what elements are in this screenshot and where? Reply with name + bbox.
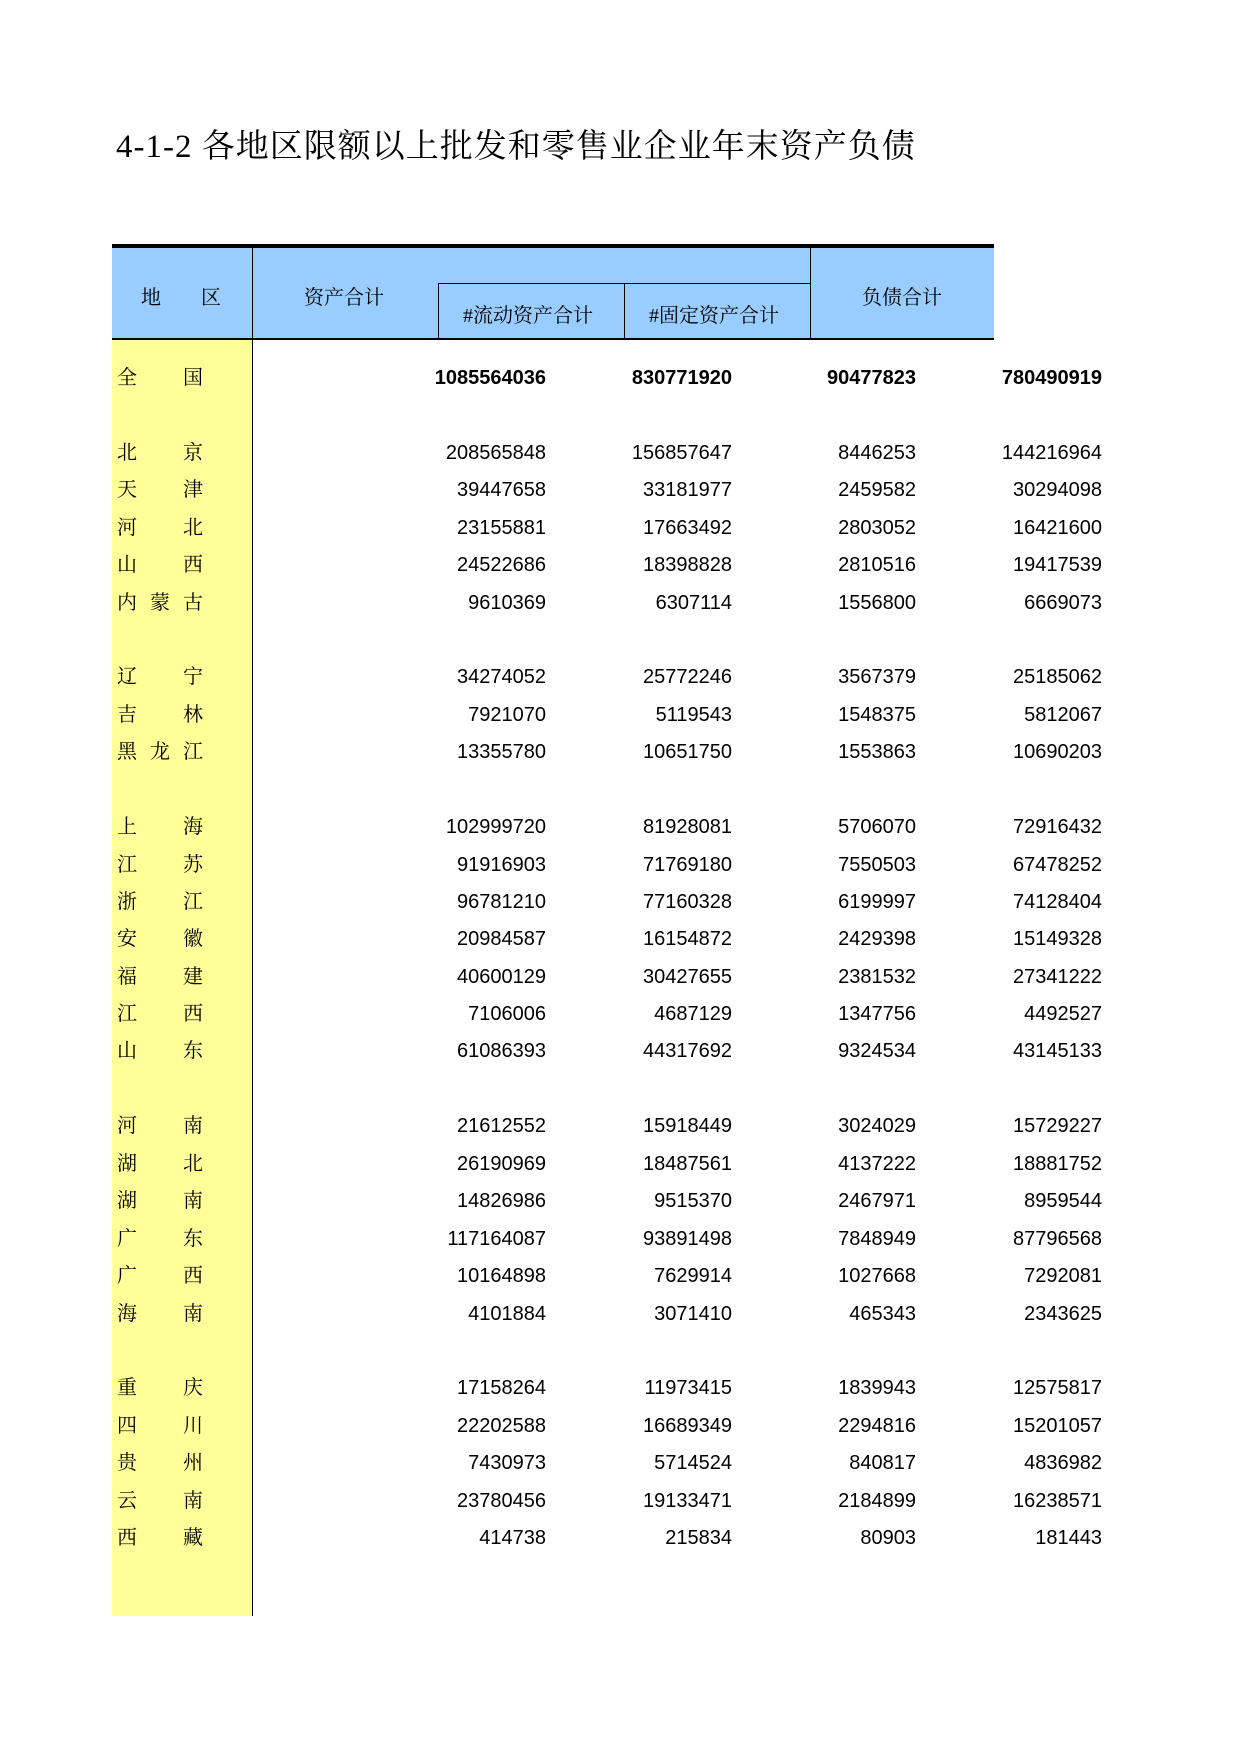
current-assets-cell: 77160328 — [643, 891, 732, 913]
region-char: 全 — [117, 367, 137, 389]
liabilities-total-cell: 181443 — [1035, 1527, 1102, 1549]
region-name — [117, 435, 203, 471]
liabilities-total-cell: 2343625 — [1024, 1303, 1102, 1325]
fixed-assets-cell: 2184899 — [838, 1490, 916, 1512]
assets-total-cell: 40600129 — [457, 966, 546, 988]
table-row — [112, 472, 1102, 508]
current-assets-cell: 9515370 — [654, 1190, 732, 1212]
header-divider — [624, 284, 625, 338]
fixed-assets-cell: 9324534 — [838, 1040, 916, 1062]
region-name — [117, 996, 203, 1032]
table-row — [112, 510, 1102, 546]
fixed-assets-cell: 1553863 — [838, 741, 916, 763]
current-assets-cell: 6307114 — [655, 592, 732, 614]
assets-total-cell: 22202588 — [457, 1415, 546, 1437]
table-row — [112, 1146, 1102, 1182]
fixed-assets-cell: 1347756 — [838, 1003, 916, 1025]
table-row — [112, 697, 1102, 733]
fixed-assets-cell: 3024029 — [838, 1115, 916, 1137]
assets-total-cell: 414738 — [479, 1527, 546, 1549]
liabilities-total-cell: 25185062 — [1013, 666, 1102, 688]
liabilities-total-cell: 15201057 — [1013, 1415, 1102, 1437]
table-row — [112, 1183, 1102, 1219]
current-assets-cell: 5119543 — [655, 704, 732, 726]
header-region: 地 区 — [141, 287, 221, 309]
table-row — [112, 1483, 1102, 1519]
fixed-assets-cell: 2810516 — [838, 554, 916, 576]
current-assets-cell: 18398828 — [643, 554, 732, 576]
assets-total-cell: 7430973 — [468, 1452, 546, 1474]
fixed-assets-cell: 1556800 — [838, 592, 916, 614]
region-char: 云 — [117, 1490, 137, 1512]
current-assets-cell: 16689349 — [643, 1415, 732, 1437]
table-row — [112, 547, 1102, 583]
assets-total-cell: 10164898 — [457, 1265, 546, 1287]
current-assets-cell: 25772246 — [643, 666, 732, 688]
fixed-assets-cell: 1839943 — [838, 1377, 916, 1399]
region-name — [117, 1146, 203, 1182]
table-row — [112, 435, 1102, 471]
assets-total-cell: 96781210 — [457, 891, 546, 913]
assets-total-cell: 102999720 — [445, 816, 546, 838]
liabilities-total-cell: 144216964 — [1001, 442, 1102, 464]
fixed-assets-cell: 1548375 — [838, 704, 916, 726]
table-row — [112, 734, 1102, 770]
liabilities-total-cell: 7292081 — [1024, 1265, 1102, 1287]
table-row — [112, 1408, 1102, 1444]
region-char: 上 — [117, 816, 137, 838]
liabilities-total-cell: 6669073 — [1024, 592, 1102, 614]
current-assets-cell: 11973415 — [644, 1377, 732, 1399]
current-assets-cell: 3071410 — [654, 1303, 732, 1325]
assets-total-cell: 7921070 — [468, 704, 546, 726]
region-char: 州 — [183, 1452, 203, 1474]
fixed-assets-cell: 1027668 — [838, 1265, 916, 1287]
region-char: 贵 — [117, 1452, 137, 1474]
fixed-assets-cell: 2429398 — [838, 928, 916, 950]
region-char: 东 — [183, 1228, 203, 1250]
region-name — [117, 1296, 203, 1332]
current-assets-cell: 17663492 — [643, 517, 732, 539]
current-assets-cell: 93891498 — [643, 1228, 732, 1250]
region-char: 林 — [183, 704, 203, 726]
fixed-assets-cell: 7550503 — [838, 854, 916, 876]
region-char: 古 — [183, 592, 203, 614]
region-char: 四 — [117, 1415, 137, 1437]
assets-total-cell: 20984587 — [457, 928, 546, 950]
fixed-assets-cell: 2459582 — [838, 479, 916, 501]
fixed-assets-cell: 7848949 — [838, 1228, 916, 1250]
liabilities-total-cell: 74128404 — [1013, 891, 1102, 913]
region-char: 蒙 — [150, 592, 170, 614]
region-name — [117, 1033, 203, 1069]
region-char: 浙 — [117, 891, 137, 913]
current-assets-cell: 44317692 — [643, 1040, 732, 1062]
region-char: 广 — [117, 1265, 137, 1287]
region-char: 苏 — [183, 854, 203, 876]
table-row — [112, 659, 1102, 695]
region-char: 河 — [117, 1115, 137, 1137]
assets-total-cell: 23780456 — [457, 1490, 546, 1512]
region-name — [117, 1183, 203, 1219]
assets-total-cell: 1085564036 — [434, 367, 546, 389]
region-char: 津 — [183, 479, 203, 501]
region-name — [117, 585, 203, 621]
liabilities-total-cell: 12575817 — [1013, 1377, 1102, 1399]
fixed-assets-cell: 2467971 — [838, 1190, 916, 1212]
table-row — [112, 585, 1102, 621]
liabilities-total-cell: 18881752 — [1013, 1153, 1102, 1175]
fixed-assets-cell: 2381532 — [838, 966, 916, 988]
current-assets-cell: 215834 — [665, 1527, 732, 1549]
page-title: 4-1-2 各地区限额以上批发和零售业企业年末资产负债 — [116, 129, 916, 165]
current-assets-cell: 19133471 — [643, 1490, 732, 1512]
region-char: 海 — [183, 816, 203, 838]
current-assets-cell: 156857647 — [631, 442, 732, 464]
assets-total-cell: 14826986 — [457, 1190, 546, 1212]
table-row — [112, 884, 1102, 920]
region-char: 江 — [117, 1003, 137, 1025]
current-assets-cell: 4687129 — [654, 1003, 732, 1025]
region-name — [117, 1258, 203, 1294]
region-char: 黑 — [117, 741, 137, 763]
region-char: 建 — [183, 966, 203, 988]
fixed-assets-cell: 8446253 — [838, 442, 916, 464]
region-char: 重 — [117, 1377, 137, 1399]
region-char: 庆 — [183, 1377, 203, 1399]
region-name — [117, 1108, 203, 1144]
assets-total-cell: 91916903 — [457, 854, 546, 876]
region-name — [117, 697, 203, 733]
current-assets-cell: 5714524 — [654, 1452, 732, 1474]
assets-total-cell: 13355780 — [457, 741, 546, 763]
header-divider — [252, 248, 253, 338]
liabilities-total-cell: 15149328 — [1013, 928, 1102, 950]
fixed-assets-cell: 6199997 — [838, 891, 916, 913]
region-char: 天 — [117, 479, 137, 501]
liabilities-total-cell: 87796568 — [1013, 1228, 1102, 1250]
current-assets-cell: 10651750 — [643, 741, 732, 763]
fixed-assets-cell: 2803052 — [838, 517, 916, 539]
current-assets-cell: 16154872 — [643, 928, 732, 950]
region-name — [117, 884, 203, 920]
current-assets-cell: 30427655 — [643, 966, 732, 988]
current-assets-cell: 18487561 — [643, 1153, 732, 1175]
header-divider — [810, 248, 811, 338]
region-char: 南 — [183, 1490, 203, 1512]
region-char: 江 — [183, 741, 203, 763]
region-char: 湖 — [117, 1153, 137, 1175]
liabilities-total-cell: 8959544 — [1024, 1190, 1102, 1212]
table-row — [112, 847, 1102, 883]
fixed-assets-cell: 90477823 — [827, 367, 916, 389]
header-current-assets: #流动资产合计 — [463, 305, 593, 327]
region-char: 山 — [117, 554, 137, 576]
region-name — [117, 659, 203, 695]
assets-total-cell: 7106006 — [468, 1003, 546, 1025]
region-char: 湖 — [117, 1190, 137, 1212]
region-name — [117, 1520, 203, 1556]
region-name — [117, 1483, 203, 1519]
region-char: 北 — [183, 517, 203, 539]
liabilities-total-cell: 780490919 — [1001, 367, 1102, 389]
table-row — [112, 1033, 1102, 1069]
header-assets-total: 资产合计 — [304, 287, 384, 309]
current-assets-cell: 15918449 — [643, 1115, 732, 1137]
region-char: 川 — [183, 1415, 203, 1437]
table-row — [112, 1108, 1102, 1144]
table-row — [112, 996, 1102, 1032]
assets-total-cell: 26190969 — [457, 1153, 546, 1175]
region-char: 南 — [183, 1303, 203, 1325]
liabilities-total-cell: 30294098 — [1013, 479, 1102, 501]
assets-total-cell: 208565848 — [445, 442, 546, 464]
fixed-assets-cell: 5706070 — [838, 816, 916, 838]
region-char: 西 — [183, 554, 203, 576]
table-row — [112, 921, 1102, 957]
current-assets-cell: 33181977 — [643, 479, 732, 501]
current-assets-cell: 71769180 — [643, 854, 732, 876]
assets-total-cell: 39447658 — [457, 479, 546, 501]
table-row — [112, 1445, 1102, 1481]
region-name — [117, 959, 203, 995]
region-name — [117, 1445, 203, 1481]
table-row — [112, 959, 1102, 995]
assets-total-cell: 9610369 — [468, 592, 546, 614]
region-char: 北 — [117, 442, 137, 464]
assets-total-cell: 61086393 — [457, 1040, 546, 1062]
table-row — [112, 809, 1102, 845]
region-char: 西 — [183, 1003, 203, 1025]
region-char: 南 — [183, 1115, 203, 1137]
fixed-assets-cell: 465343 — [849, 1303, 916, 1325]
region-char: 内 — [117, 592, 137, 614]
region-char: 徽 — [183, 928, 203, 950]
assets-total-cell: 4101884 — [468, 1303, 546, 1325]
region-char: 西 — [183, 1265, 203, 1287]
liabilities-total-cell: 10690203 — [1013, 741, 1102, 763]
region-char: 山 — [117, 1040, 137, 1062]
current-assets-cell: 7629914 — [654, 1265, 732, 1287]
liabilities-total-cell: 27341222 — [1013, 966, 1102, 988]
region-name — [117, 809, 203, 845]
assets-total-cell: 24522686 — [457, 554, 546, 576]
region-char: 宁 — [183, 666, 203, 688]
fixed-assets-cell: 3567379 — [838, 666, 916, 688]
assets-total-cell: 23155881 — [457, 517, 546, 539]
region-name — [117, 510, 203, 546]
table-row — [112, 1221, 1102, 1257]
table-row — [112, 1520, 1102, 1556]
region-name — [117, 847, 203, 883]
region-char: 江 — [183, 891, 203, 913]
fixed-assets-cell: 840817 — [849, 1452, 916, 1474]
liabilities-total-cell: 4492527 — [1024, 1003, 1102, 1025]
header-fixed-assets: #固定资产合计 — [649, 305, 779, 327]
liabilities-total-cell: 5812067 — [1024, 704, 1102, 726]
liabilities-total-cell: 19417539 — [1013, 554, 1102, 576]
liabilities-total-cell: 16238571 — [1013, 1490, 1102, 1512]
fixed-assets-cell: 4137222 — [838, 1153, 916, 1175]
region-char: 广 — [117, 1228, 137, 1250]
region-char: 北 — [183, 1153, 203, 1175]
fixed-assets-cell: 2294816 — [838, 1415, 916, 1437]
region-name — [117, 734, 203, 770]
region-char: 藏 — [183, 1527, 203, 1549]
region-char: 福 — [117, 966, 137, 988]
header-divider — [438, 284, 439, 338]
table-row — [112, 1258, 1102, 1294]
table-row — [112, 1370, 1102, 1406]
region-char: 海 — [117, 1303, 137, 1325]
current-assets-cell: 830771920 — [631, 367, 732, 389]
assets-total-cell: 21612552 — [457, 1115, 546, 1137]
assets-total-cell: 34274052 — [457, 666, 546, 688]
region-name — [117, 547, 203, 583]
header-divider — [438, 283, 811, 284]
region-char: 辽 — [117, 666, 137, 688]
assets-total-cell: 117164087 — [447, 1228, 546, 1250]
liabilities-total-cell: 16421600 — [1013, 517, 1102, 539]
table-row — [112, 1296, 1102, 1332]
region-char: 江 — [117, 854, 137, 876]
region-char: 西 — [117, 1527, 137, 1549]
region-char: 河 — [117, 517, 137, 539]
liabilities-total-cell: 67478252 — [1013, 854, 1102, 876]
region-char: 吉 — [117, 704, 137, 726]
current-assets-cell: 81928081 — [643, 816, 732, 838]
liabilities-total-cell: 72916432 — [1013, 816, 1102, 838]
region-name — [117, 921, 203, 957]
table-row-national — [112, 360, 1102, 396]
region-char: 龙 — [150, 741, 170, 763]
region-char: 国 — [183, 367, 203, 389]
region-char: 安 — [117, 928, 137, 950]
header-liabilities-total: 负债合计 — [862, 287, 942, 309]
region-name — [117, 1370, 203, 1406]
region-name — [117, 360, 203, 396]
region-char: 南 — [183, 1190, 203, 1212]
region-name — [117, 472, 203, 508]
region-char: 京 — [183, 442, 203, 464]
region-name — [117, 1221, 203, 1257]
liabilities-total-cell: 43145133 — [1013, 1040, 1102, 1062]
region-name — [117, 1408, 203, 1444]
assets-total-cell: 17158264 — [457, 1377, 546, 1399]
region-char: 东 — [183, 1040, 203, 1062]
liabilities-total-cell: 4836982 — [1024, 1452, 1102, 1474]
liabilities-total-cell: 15729227 — [1013, 1115, 1102, 1137]
fixed-assets-cell: 80903 — [860, 1527, 916, 1549]
